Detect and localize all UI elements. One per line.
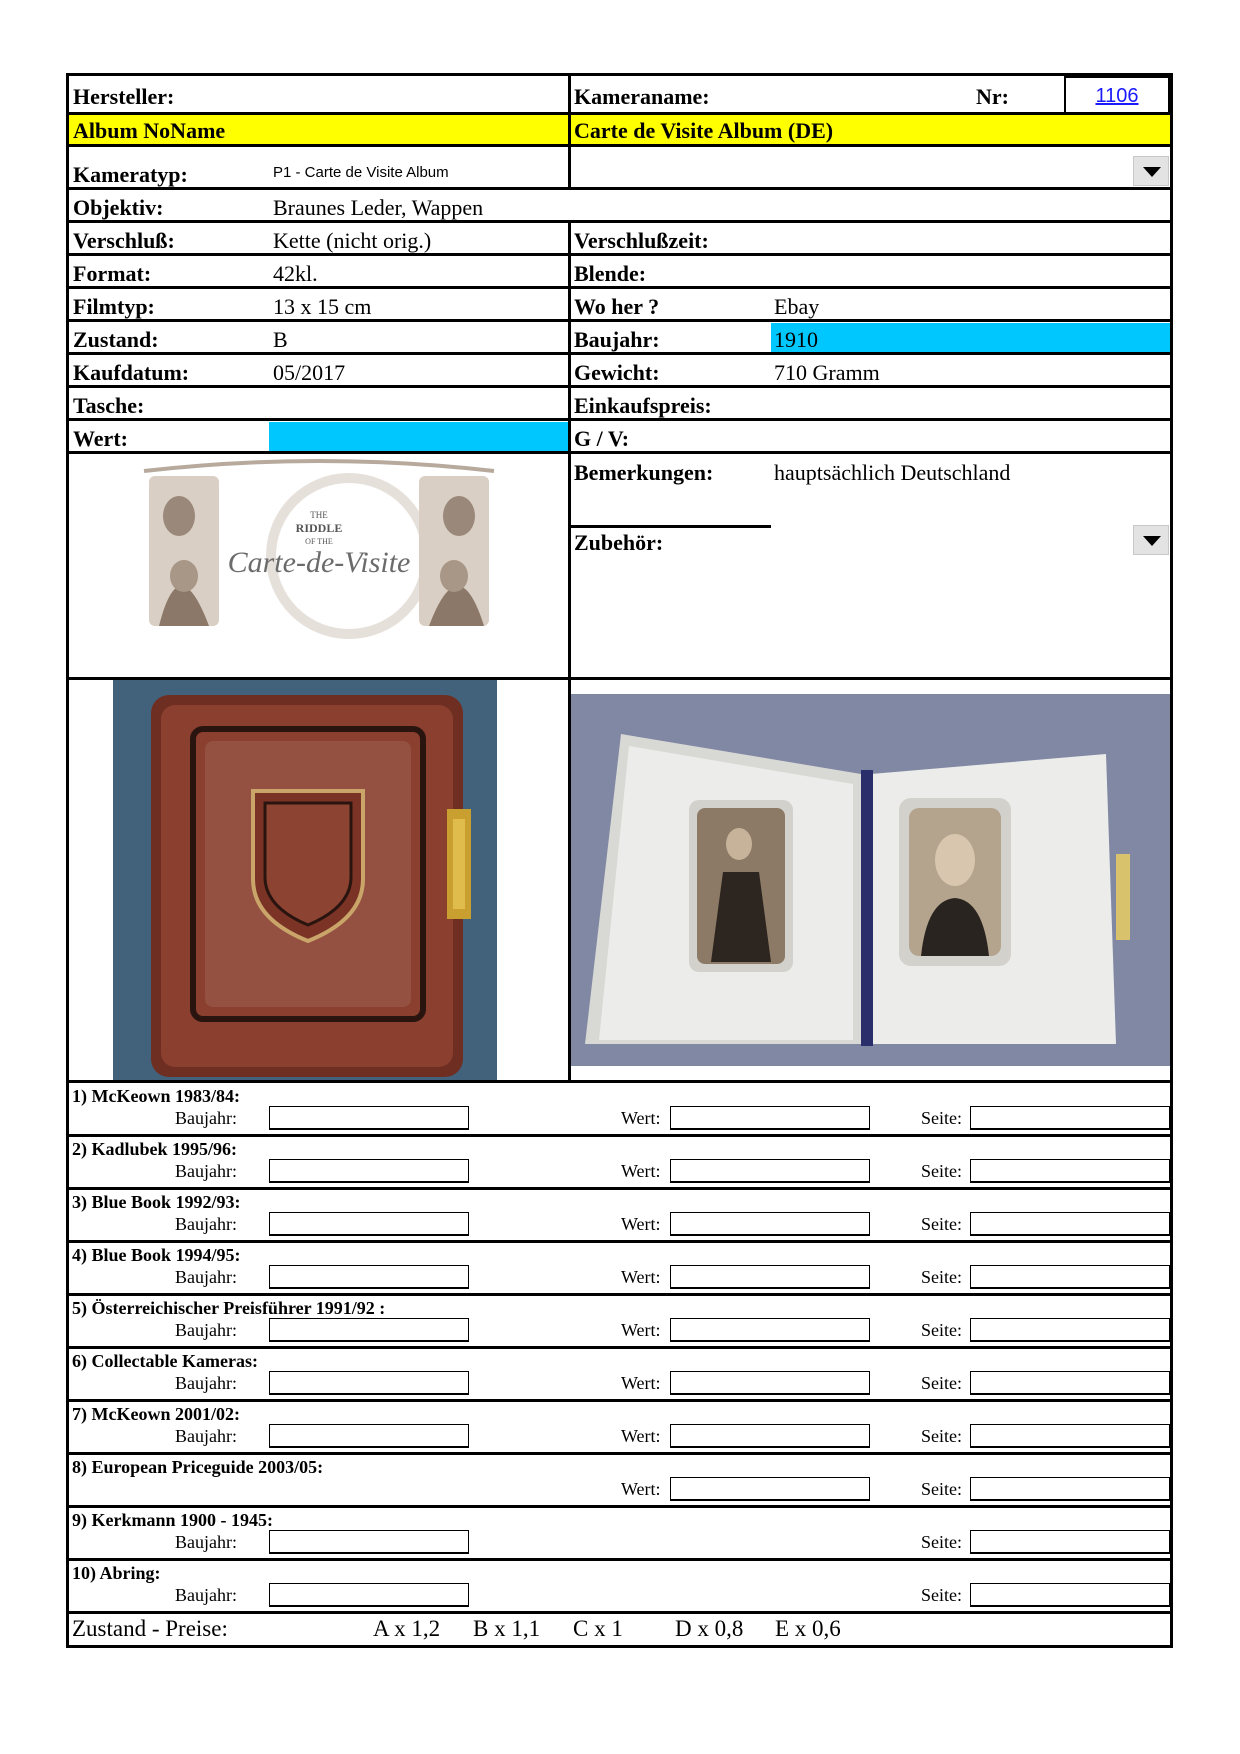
rule: [69, 220, 1170, 223]
baujahr-value: 1910: [774, 327, 818, 352]
seite-label: Seite:: [921, 1108, 962, 1128]
format-value: 42kl.: [273, 261, 318, 286]
wert-field[interactable]: [670, 1212, 870, 1236]
zustand-label: Zustand:: [73, 327, 159, 352]
reference-row: [69, 1241, 1170, 1294]
reference-row: [69, 1294, 1170, 1347]
einkaufspreis-label: Einkaufspreis:: [574, 393, 712, 418]
baujahr-field[interactable]: [269, 1371, 469, 1395]
reference-row: [69, 1082, 1170, 1135]
seite-field[interactable]: [970, 1159, 1170, 1183]
baujahr-label: Baujahr:: [175, 1426, 237, 1446]
reference-title: 8) European Priceguide 2003/05:: [72, 1457, 324, 1477]
rule: [69, 385, 1170, 388]
rule: [69, 1187, 1170, 1190]
tasche-label: Tasche:: [73, 393, 145, 418]
seite-label: Seite:: [921, 1320, 962, 1340]
baujahr-field[interactable]: [269, 1583, 469, 1607]
wert-label: Wert:: [621, 1479, 661, 1499]
rule: [69, 286, 1170, 289]
open-album-image: [571, 694, 1170, 1066]
rule: [69, 451, 1170, 454]
seite-label: Seite:: [921, 1267, 962, 1287]
album-cover-image: [113, 679, 497, 1082]
reference-title: 2) Kadlubek 1995/96:: [72, 1139, 238, 1159]
wert-field[interactable]: [670, 1159, 870, 1183]
seite-label: Seite:: [921, 1214, 962, 1234]
kaufdatum-label: Kaufdatum:: [73, 360, 190, 385]
svg-text:RIDDLE: RIDDLE: [295, 521, 343, 535]
hersteller-value: Album NoName: [73, 118, 226, 143]
reference-title: 10) Abring:: [72, 1563, 161, 1583]
bemerkungen-underline: [571, 525, 771, 528]
wert-field[interactable]: [670, 1371, 870, 1395]
reference-row: [69, 1135, 1170, 1188]
kameratyp-value[interactable]: P1 - Carte de Visite Album: [273, 164, 449, 181]
wert-label: Wert:: [73, 426, 128, 451]
reference-row: [69, 1453, 1170, 1506]
woher-label: Wo her ?: [574, 294, 660, 319]
seite-field[interactable]: [970, 1106, 1170, 1130]
datasheet: [66, 73, 1173, 1648]
gewicht-label: Gewicht:: [574, 360, 660, 385]
baujahr-field[interactable]: [269, 1106, 469, 1130]
kameraname-value: Carte de Visite Album (DE): [574, 118, 834, 143]
wert-label: Wert:: [621, 1373, 661, 1393]
reference-row: [69, 1188, 1170, 1241]
baujahr-field[interactable]: [269, 1318, 469, 1342]
seite-label: Seite:: [921, 1161, 962, 1181]
reference-row: [69, 1400, 1170, 1453]
reference-row: [69, 1506, 1170, 1559]
rule: [69, 1399, 1170, 1402]
reference-title: 9) Kerkmann 1900 - 1945:: [72, 1510, 273, 1530]
hersteller-label: Hersteller:: [73, 84, 175, 109]
open-album-photo: [571, 694, 1170, 1066]
svg-text:THE: THE: [310, 510, 328, 520]
seite-field[interactable]: [970, 1318, 1170, 1342]
footer-a: A x 1,2: [373, 1616, 441, 1641]
bemerkungen-label: Bemerkungen:: [574, 460, 714, 485]
baujahr-label: Baujahr:: [574, 327, 660, 352]
rule: [69, 418, 1170, 421]
seite-field[interactable]: [970, 1530, 1170, 1554]
rule: [69, 1134, 1170, 1137]
cdv-logo: [139, 456, 499, 656]
kaufdatum-value: 05/2017: [273, 360, 346, 385]
seite-label: Seite:: [921, 1373, 962, 1393]
seite-label: Seite:: [921, 1532, 962, 1552]
wert-label: Wert:: [621, 1108, 661, 1128]
reference-title: 1) McKeown 1983/84:: [72, 1086, 240, 1106]
wert-field[interactable]: [670, 1424, 870, 1448]
baujahr-highlight: [771, 323, 1170, 354]
seite-label: Seite:: [921, 1479, 962, 1499]
reference-title: 6) Collectable Kameras:: [72, 1351, 258, 1371]
filmtyp-label: Filmtyp:: [73, 294, 155, 319]
svg-text:OF THE: OF THE: [305, 537, 333, 546]
zubehoer-dropdown[interactable]: [1133, 525, 1169, 555]
rule: [69, 144, 1170, 147]
triangle-down-icon: [1143, 167, 1161, 177]
rule: [69, 1558, 1170, 1561]
rule: [69, 1346, 1170, 1349]
wert-field[interactable]: [670, 1318, 870, 1342]
seite-field[interactable]: [970, 1583, 1170, 1607]
nr-box: [1064, 76, 1170, 115]
baujahr-field[interactable]: [269, 1159, 469, 1183]
seite-label: Seite:: [921, 1585, 962, 1605]
baujahr-field[interactable]: [269, 1212, 469, 1236]
reference-title: 5) Österreichischer Preisführer 1991/92 :: [72, 1298, 386, 1318]
rule: [69, 1452, 1170, 1455]
seite-field[interactable]: [970, 1212, 1170, 1236]
footer-e: E x 0,6: [775, 1616, 841, 1641]
zustand-value: B: [273, 327, 288, 352]
column-divider: [568, 76, 571, 189]
footer-label: Zustand - Preise:: [72, 1616, 228, 1641]
rule: [69, 1505, 1170, 1508]
objektiv-value: Braunes Leder, Wappen: [273, 195, 484, 220]
nr-link[interactable]: 1106: [1095, 85, 1139, 107]
wert-label: Wert:: [621, 1161, 661, 1181]
woher-value: Ebay: [774, 294, 820, 319]
svg-text:Carte-de-Visite: Carte-de-Visite: [227, 546, 411, 579]
rule: [69, 1240, 1170, 1243]
filmtyp-value: 13 x 15 cm: [273, 294, 372, 319]
wert-field[interactable]: [670, 1477, 870, 1501]
reference-title: 7) McKeown 2001/02:: [72, 1404, 240, 1424]
reference-title: 3) Blue Book 1992/93:: [72, 1192, 241, 1212]
wert-field[interactable]: [670, 1106, 870, 1130]
rule: [69, 112, 1170, 115]
seite-field[interactable]: [970, 1371, 1170, 1395]
seite-field[interactable]: [970, 1265, 1170, 1289]
bemerkungen-value: hauptsächlich Deutschland: [774, 460, 1011, 485]
seite-field[interactable]: [970, 1477, 1170, 1501]
baujahr-label: Baujahr:: [175, 1585, 237, 1605]
column-divider: [568, 220, 571, 1082]
baujahr-field[interactable]: [269, 1530, 469, 1554]
wert-label: Wert:: [621, 1426, 661, 1446]
baujahr-label: Baujahr:: [175, 1108, 237, 1128]
baujahr-label: Baujahr:: [175, 1532, 237, 1552]
wert-label: Wert:: [621, 1214, 661, 1234]
nr-label: Nr:: [976, 84, 1009, 109]
baujahr-field[interactable]: [269, 1265, 469, 1289]
seite-field[interactable]: [970, 1424, 1170, 1448]
wert-label: Wert:: [621, 1267, 661, 1287]
format-label: Format:: [73, 261, 152, 286]
wert-highlight: [269, 422, 568, 453]
zubehoer-label: Zubehör:: [574, 530, 664, 555]
baujahr-label: Baujahr:: [175, 1214, 237, 1234]
blende-label: Blende:: [574, 261, 647, 286]
footer-c: C x 1: [573, 1616, 623, 1641]
triangle-down-icon: [1143, 536, 1161, 546]
rule: [69, 1080, 1170, 1083]
objektiv-label: Objektiv:: [73, 195, 164, 220]
wert-field[interactable]: [670, 1265, 870, 1289]
reference-row: [69, 1559, 1170, 1612]
rule: [69, 1293, 1170, 1296]
baujahr-label: Baujahr:: [175, 1320, 237, 1340]
kameraname-label: Kameraname:: [574, 84, 710, 109]
kameratyp-dropdown[interactable]: [1133, 156, 1169, 186]
gewicht-value: 710 Gramm: [774, 360, 880, 385]
gv-label: G / V:: [574, 426, 630, 451]
kameratyp-label: Kameratyp:: [73, 162, 188, 187]
verschluss-value: Kette (nicht orig.): [273, 228, 432, 253]
verschluss-label: Verschluß:: [73, 228, 175, 253]
rule: [69, 253, 1170, 256]
rule: [69, 352, 1170, 355]
verschlusszeit-label: Verschlußzeit:: [574, 228, 709, 253]
baujahr-field[interactable]: [269, 1424, 469, 1448]
rule: [69, 1611, 1170, 1614]
rule: [69, 677, 1170, 680]
baujahr-label: Baujahr:: [175, 1267, 237, 1287]
rule: [69, 319, 1170, 322]
baujahr-label: Baujahr:: [175, 1373, 237, 1393]
reference-row: [69, 1347, 1170, 1400]
rule: [69, 187, 1170, 190]
album-cover-photo: [113, 679, 497, 1082]
logo-graphic: [139, 456, 499, 656]
footer-d: D x 0,8: [675, 1616, 744, 1641]
wert-label: Wert:: [621, 1320, 661, 1340]
footer-b: B x 1,1: [473, 1616, 541, 1641]
reference-title: 4) Blue Book 1994/95:: [72, 1245, 241, 1265]
seite-label: Seite:: [921, 1426, 962, 1446]
baujahr-label: Baujahr:: [175, 1161, 237, 1181]
